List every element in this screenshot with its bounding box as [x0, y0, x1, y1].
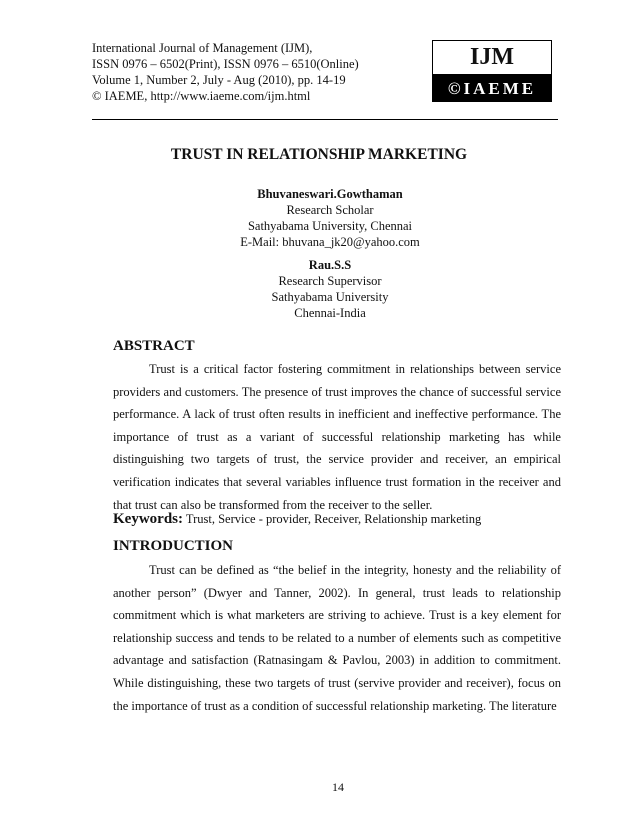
keywords-label: Keywords: — [113, 511, 183, 527]
journal-logo — [432, 40, 552, 102]
author-1-role: Research Scholar — [286, 203, 374, 217]
abstract-body — [113, 358, 561, 516]
journal-issn: ISSN 0976 – 6502(Print), ISSN 0976 – 6510(Online) — [92, 57, 359, 71]
author-1 — [0, 186, 638, 250]
paper-title: TRUST IN RELATIONSHIP MARKETING — [170, 146, 468, 163]
author-1-affiliation: Sathyabama University, Chennai — [247, 219, 413, 233]
introduction-body — [113, 559, 561, 717]
logo-publisher: ©IAEME — [432, 75, 552, 102]
journal-volume: Volume 1, Number 2, July - Aug (2010), pp. 14-19 — [92, 73, 346, 87]
journal-copyright-url: © IAEME, http://www.iaeme.com/ijm.html — [92, 89, 311, 103]
logo-title: IJM — [432, 40, 552, 75]
author-2-location: Chennai-India — [294, 306, 366, 320]
journal-header — [92, 40, 552, 112]
journal-info — [92, 40, 359, 104]
author-1-email: E-Mail: bhuvana_jk20@yahoo.com — [240, 235, 420, 249]
header-divider — [92, 119, 558, 120]
author-2-affiliation: Sathyabama University — [271, 290, 389, 304]
introduction-paragraph: Trust can be defined as “the belief in the integrity, honesty and the reliability of another person” (Dwyer and Tanner, 2002). In general, trust leads to relationship commitment which is what marketers are striving to achieve. Trust is a key element for relationship success and tends to be related to a number of elements such as competitive advantage and satisfaction (Ratnasingam & Pavlou, 2003) in addition to commitment. While distinguishing, these two targets of trust (servive provider and receiver), focus on the importance of trust as a condition of successful relationship marketing. The literature — [113, 563, 561, 713]
keywords-text: Trust, Service - provider, Receiver, Relationship marketing — [183, 512, 482, 526]
abstract-paragraph: Trust is a critical factor fostering commitment in relationships between service providers and customers. The presence of trust improves the chance of successful service performance. A lack of trust often results in inefficient and ineffective performance. The importance of trust as a variant of successful relationship marketing has while distinguishing two targets of trust, the service provider and receiver, an empirical verification indicates that several variables influence trust formation in the receiver and that trust can also be transformed from the receiver to the seller. — [113, 362, 561, 512]
keywords-line — [113, 511, 481, 528]
author-2 — [0, 257, 638, 321]
abstract-heading: ABSTRACT — [113, 338, 195, 354]
author-1-name: Bhuvaneswari.Gowthaman — [257, 187, 403, 201]
page-number: 14 — [332, 780, 344, 794]
introduction-heading: INTRODUCTION — [113, 538, 234, 554]
author-2-name: Rau.S.S — [308, 258, 352, 272]
author-2-role: Research Supervisor — [278, 274, 382, 288]
journal-name: International Journal of Management (IJM), — [92, 41, 313, 55]
